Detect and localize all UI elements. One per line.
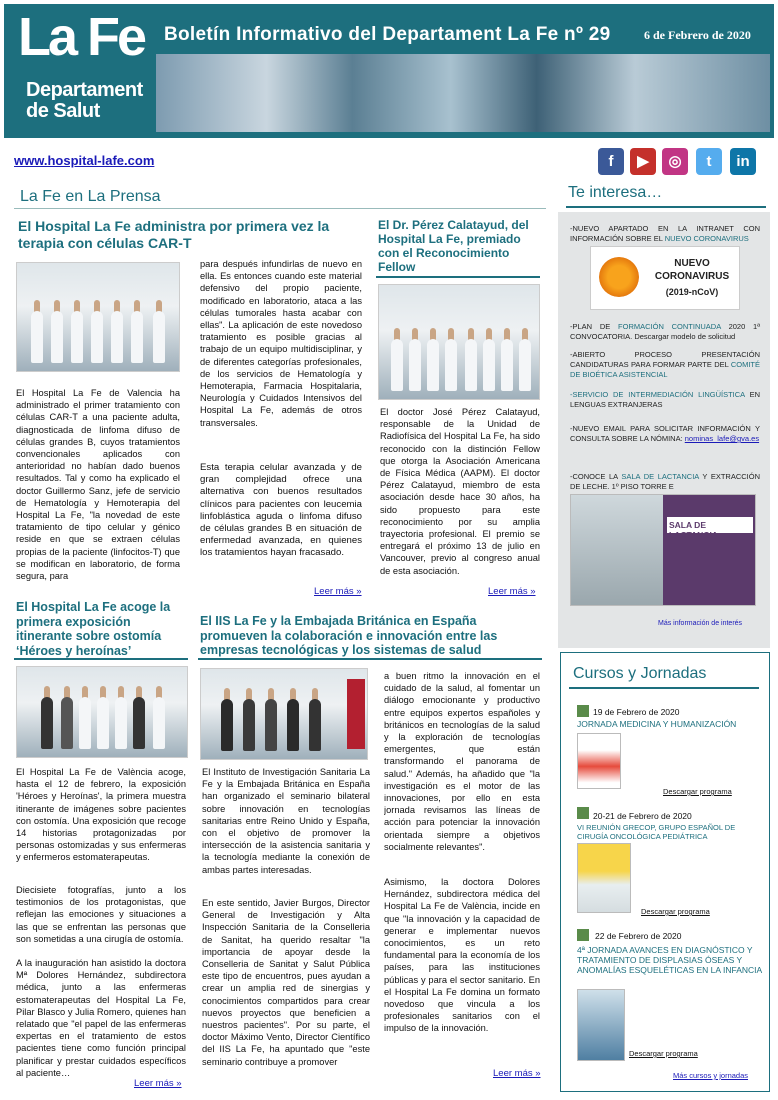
article-text: El Hospital La Fe de Valencia ha administrado el primer tratamiento con células CAR-T a una paciente adulta, diagnosticada de linfoma difuso de células grandes B, cuyos tratamientos convencionales aplicados con anterioridad no habían dado buenos resultados. Tal y como ha explicado el doctor Guillermo Sanz, jefe de servicio de Hematología y Hemoterapia del Hospital La Fe, "la novedad de este tratamiento de tipo celular y génico reside en que se extraen células propias de la paciente (linfocitos-T) que se modifican en laboratorio, de forma segura, para: [16, 388, 180, 582]
photo-perez-calatayud: [378, 284, 540, 400]
more-courses-link[interactable]: Más cursos y jornadas: [673, 1071, 749, 1080]
section-rule: [14, 208, 546, 209]
article-rule: [376, 276, 540, 278]
article-text: El doctor José Pérez Calatayud, responsable de la Unidad de Radiofísica del Hospital La Fe, ha sido reconocido con la distinción Fellow que otorga la Asociación Americana de Física Médica (AAPM). El doctor Pérez Calatayud, miembro de esta asociación desde hace 30 años, ha sido propuesto para este reconocimiento por su amplia trayectoria profesional. El premio se entregará el próximo 13 de julio en Vancouver, previo al congreso anual de esta asociación.: [380, 407, 540, 576]
article-text: para después infundirlas de nuevo en ella. Es entonces cuando este material defensivo del propio paciente, modificado en laboratorio, ataca a las células tumorales hasta acabar con ellas". La aplicación de este novedoso tratamiento es posible gracias al trabajo de un equipo multidisciplinar, y de diferentes categorías profesionales, de los servicios de Hematología y Hemoterapia, Farmacia Hospitalaria, Neurología y Cuidados Intensivos del Hospital La Fe, además de otros transversales.: [200, 259, 362, 428]
interesa-item-bioetica[interactable]: -ABIERTO PROCESO PRESENTACIÓN CANDIDATURAS PARA FORMAR PARTE DEL COMITÉ DE BIOÉTICA ASISTENCIAL: [570, 350, 760, 379]
coronavirus-banner[interactable]: [590, 246, 740, 310]
logo-lafe: La Fe: [18, 7, 145, 67]
interesa-item-formacion[interactable]: -PLAN DE FORMACIÓN CONTINUADA 2020 1ª CONVOCATORIA. Descargar modelo de solicitud: [570, 322, 760, 341]
article-title-fellow[interactable]: El Dr. Pérez Calatayud, del Hospital La Fe, premiado con el Reconocimiento Fellow: [378, 218, 529, 274]
photo-seminario: [200, 668, 368, 760]
article-text: a buen ritmo la innovación en el cuidado de la salud, al fomentar un diálogo emocionante y productivo entre equipos expertos españoles y británicos en tecnologías de la salud y la exploración de tecnologías emergentes, que están transformando el panorama de salud." Además, ha añadido que "la investigación es el motor de las innovaciones, por ello en esta jornada revisamos las líneas de acción para potenciar la innovación orientada siempre a objetivos socialmente relevantes".: [384, 671, 540, 852]
curso-poster[interactable]: [577, 733, 621, 789]
header-photo-collage: [156, 54, 770, 132]
read-more-link[interactable]: Leer más »: [493, 1068, 541, 1079]
article-title-cart[interactable]: El Hospital La Fe administra por primera vez la terapia con células CAR-T: [18, 218, 330, 251]
section-prensa-title: La Fe en La Prensa: [20, 188, 161, 205]
curso-title[interactable]: 4ª JORNADA AVANCES EN DIAGNÓSTICO Y TRATAMIENTO DE DISPLASIAS ÓSEAS Y ANOMALÍAS ESQUELÉTICAS EN LA INFANCIA: [577, 945, 763, 975]
article-text: En este sentido, Javier Burgos, Director General de Investigación y Alta Inspección Sanitaria de la Conselleria de Sanitat, ha querido resaltar "la importancia de apoyar desde la Conselleria de Sanitat y Salut Pública este tipo de encuentros, pues ayudan a crear un amplia red de sinergias y conocimientos compartidos para crear nuevos proyectos que beneficien a nuestros pacientes". Por su parte, el doctor Máximo Vento, Director Científico del IIS La Fe, ha apuntado que "este seminario contribuye a promover: [202, 898, 370, 1067]
calendar-icon: [577, 807, 589, 819]
cursos-panel: [560, 652, 770, 1092]
interesa-item-nomina[interactable]: -NUEVO EMAIL PARA SOLICITAR INFORMACIÓN Y CONSULTA SOBRE LA NÓMINA: nominas_lafe@gva.es: [570, 424, 760, 443]
calendar-icon: [577, 705, 589, 717]
curso-title[interactable]: JORNADA MEDICINA Y HUMANIZACIÓN: [577, 719, 737, 729]
youtube-icon[interactable]: ▶: [630, 148, 656, 175]
article-text: A la inauguración han asistido la doctora Mª Dolores Hernández, subdirectora médica, junto a las enfermeras estomaterapeutas del Hospital La Fe, Pilar Blasco y Julia Romero, quienes han relatado que "el papel de las enfermeras expertas en el tratamiento de estos pacientes tiene como función principal planificar y prestar cuidados específicos al paciente…: [16, 958, 186, 1078]
interesa-item-linguistica[interactable]: -SERVICIO DE INTERMEDIACIÓN LINGÜÍSTICA EN LENGUAS EXTRANJERAS: [570, 390, 760, 409]
instagram-icon[interactable]: ◎: [662, 148, 688, 175]
read-more-link[interactable]: Leer más »: [134, 1078, 182, 1089]
article-rule: [14, 658, 188, 660]
lactancia-poster[interactable]: [570, 494, 756, 606]
interesa-panel: [558, 212, 770, 648]
article-title-ostomia[interactable]: El Hospital La Fe acoge la primera exposición itinerante sobre ostomía ‘Héroes y heroínas’: [16, 600, 171, 658]
virus-icon: [599, 257, 639, 297]
website-link[interactable]: www.hospital-lafe.com: [14, 153, 155, 168]
article-text: El Hospital La Fe de València acoge, hasta el 12 de febrero, la exposición 'Héroes y Heroínas', la primera muestra itinerante de imágenes sobre pacientes con ostomía. Una exposición que recoge 14 historias protagonizadas por personas ostomizadas y sus enfermeras y enfermeros estomaterapeutas.: [16, 767, 186, 863]
article-title-embajada[interactable]: El IIS La Fe y la Embajada Británica en España promueven la colaboración e innovación entre las empresas tecnológicas y los sistemas de salud: [200, 614, 498, 657]
article-text: Asimismo, la doctora Dolores Hernández, subdirectora médica del Hospital La Fe de València, incide en que "la innovación y la capacidad de generar e implementar nuevos conocimientos, es un reto fundamental para la economía de los países, para las instituciones públicas y para el sector sanitario. En el Hospital La Fe domina un formato novedoso que vincula a los profesionales sanitarios con el impulso de la innovación.: [384, 877, 540, 1034]
section-cursos-title: Cursos y Jornadas: [573, 665, 707, 682]
read-more-link[interactable]: Leer más »: [314, 586, 362, 597]
curso-date: 20-21 de Febrero de 2020: [593, 811, 692, 821]
download-program-link[interactable]: Descargar programa: [629, 1049, 698, 1058]
bulletin-date: 6 de Febrero de 2020: [644, 28, 751, 42]
article-text: Esta terapia celular avanzada y de gran complejidad ofrece una alternativa con buenos resultados clínicos para pacientes con leucemia linfoblástica aguda o linfoma difuso de células grandes B en situación de enfermedad avanzada, en quienes los tratamientos hayan fracasado.: [200, 462, 362, 559]
lactancia-photo: [571, 495, 663, 605]
photo-cart-team: [16, 262, 180, 372]
lactancia-info: [663, 495, 755, 605]
article-text: El Instituto de Investigación Sanitaria La Fe y la Embajada Británica en España han organizado el seminario bilateral sobre innovación en tecnologías sanitarias entre Reino Unido y España, con el objetivo de promover la intersección de la asistencia sanitaria y la tecnología mediante la conexión de ambas partes interesadas.: [202, 767, 370, 875]
read-more-link[interactable]: Leer más »: [488, 586, 536, 597]
curso-date: 19 de Febrero de 2020: [593, 707, 680, 717]
interesa-item-lactancia[interactable]: -CONOCE LA SALA DE LACTANCIA Y EXTRACCIÓN DE LECHE. 1º PISO TORRE E: [570, 472, 760, 491]
linkedin-icon[interactable]: in: [730, 148, 756, 175]
coronavirus-title: NUEVO CORONAVIRUS: [654, 258, 730, 282]
more-info-link[interactable]: Más información de interés: [658, 620, 743, 627]
banner-image: [347, 679, 365, 749]
curso-poster[interactable]: [577, 989, 625, 1061]
curso-poster[interactable]: [577, 843, 631, 913]
twitter-icon[interactable]: t: [696, 148, 722, 175]
calendar-icon: [577, 929, 589, 941]
logo-departament: Departament de Salut: [26, 79, 143, 122]
download-program-link[interactable]: Descargar programa: [663, 787, 732, 796]
lactancia-title: SALA DE LACTANCIA: [667, 517, 753, 533]
download-program-link[interactable]: Descargar programa: [641, 907, 710, 916]
facebook-icon[interactable]: f: [598, 148, 624, 175]
curso-title[interactable]: VI REUNIÓN GRECOP, GRUPO ESPAÑOL DE CIRUGÍA ONCOLÓGICA PEDIÁTRICA: [577, 823, 736, 841]
section-interesa-title: Te interesa…: [568, 184, 663, 201]
interesa-item-coronavirus[interactable]: -NUEVO APARTADO EN LA INTRANET CON INFORMACIÓN SOBRE EL NUEVO CORONAVIRUS: [570, 224, 760, 243]
coronavirus-sub: (2019-nCoV): [665, 287, 719, 297]
header-banner: [4, 4, 774, 138]
article-rule: [198, 658, 542, 660]
section-rule: [566, 206, 766, 208]
article-text: Diecisiete fotografías, junto a los testimonios de los protagonistas, que reflejan las emociones y situaciones a las que se enfrentan las personas que son sometidas a una cirugía de ostomía.: [16, 885, 186, 944]
section-rule: [569, 687, 759, 689]
photo-exposicion: [16, 666, 188, 758]
curso-date: 22 de Febrero de 2020: [595, 931, 682, 941]
bulletin-title: Boletín Informativo del Departament La Fe nº 29: [164, 24, 611, 45]
